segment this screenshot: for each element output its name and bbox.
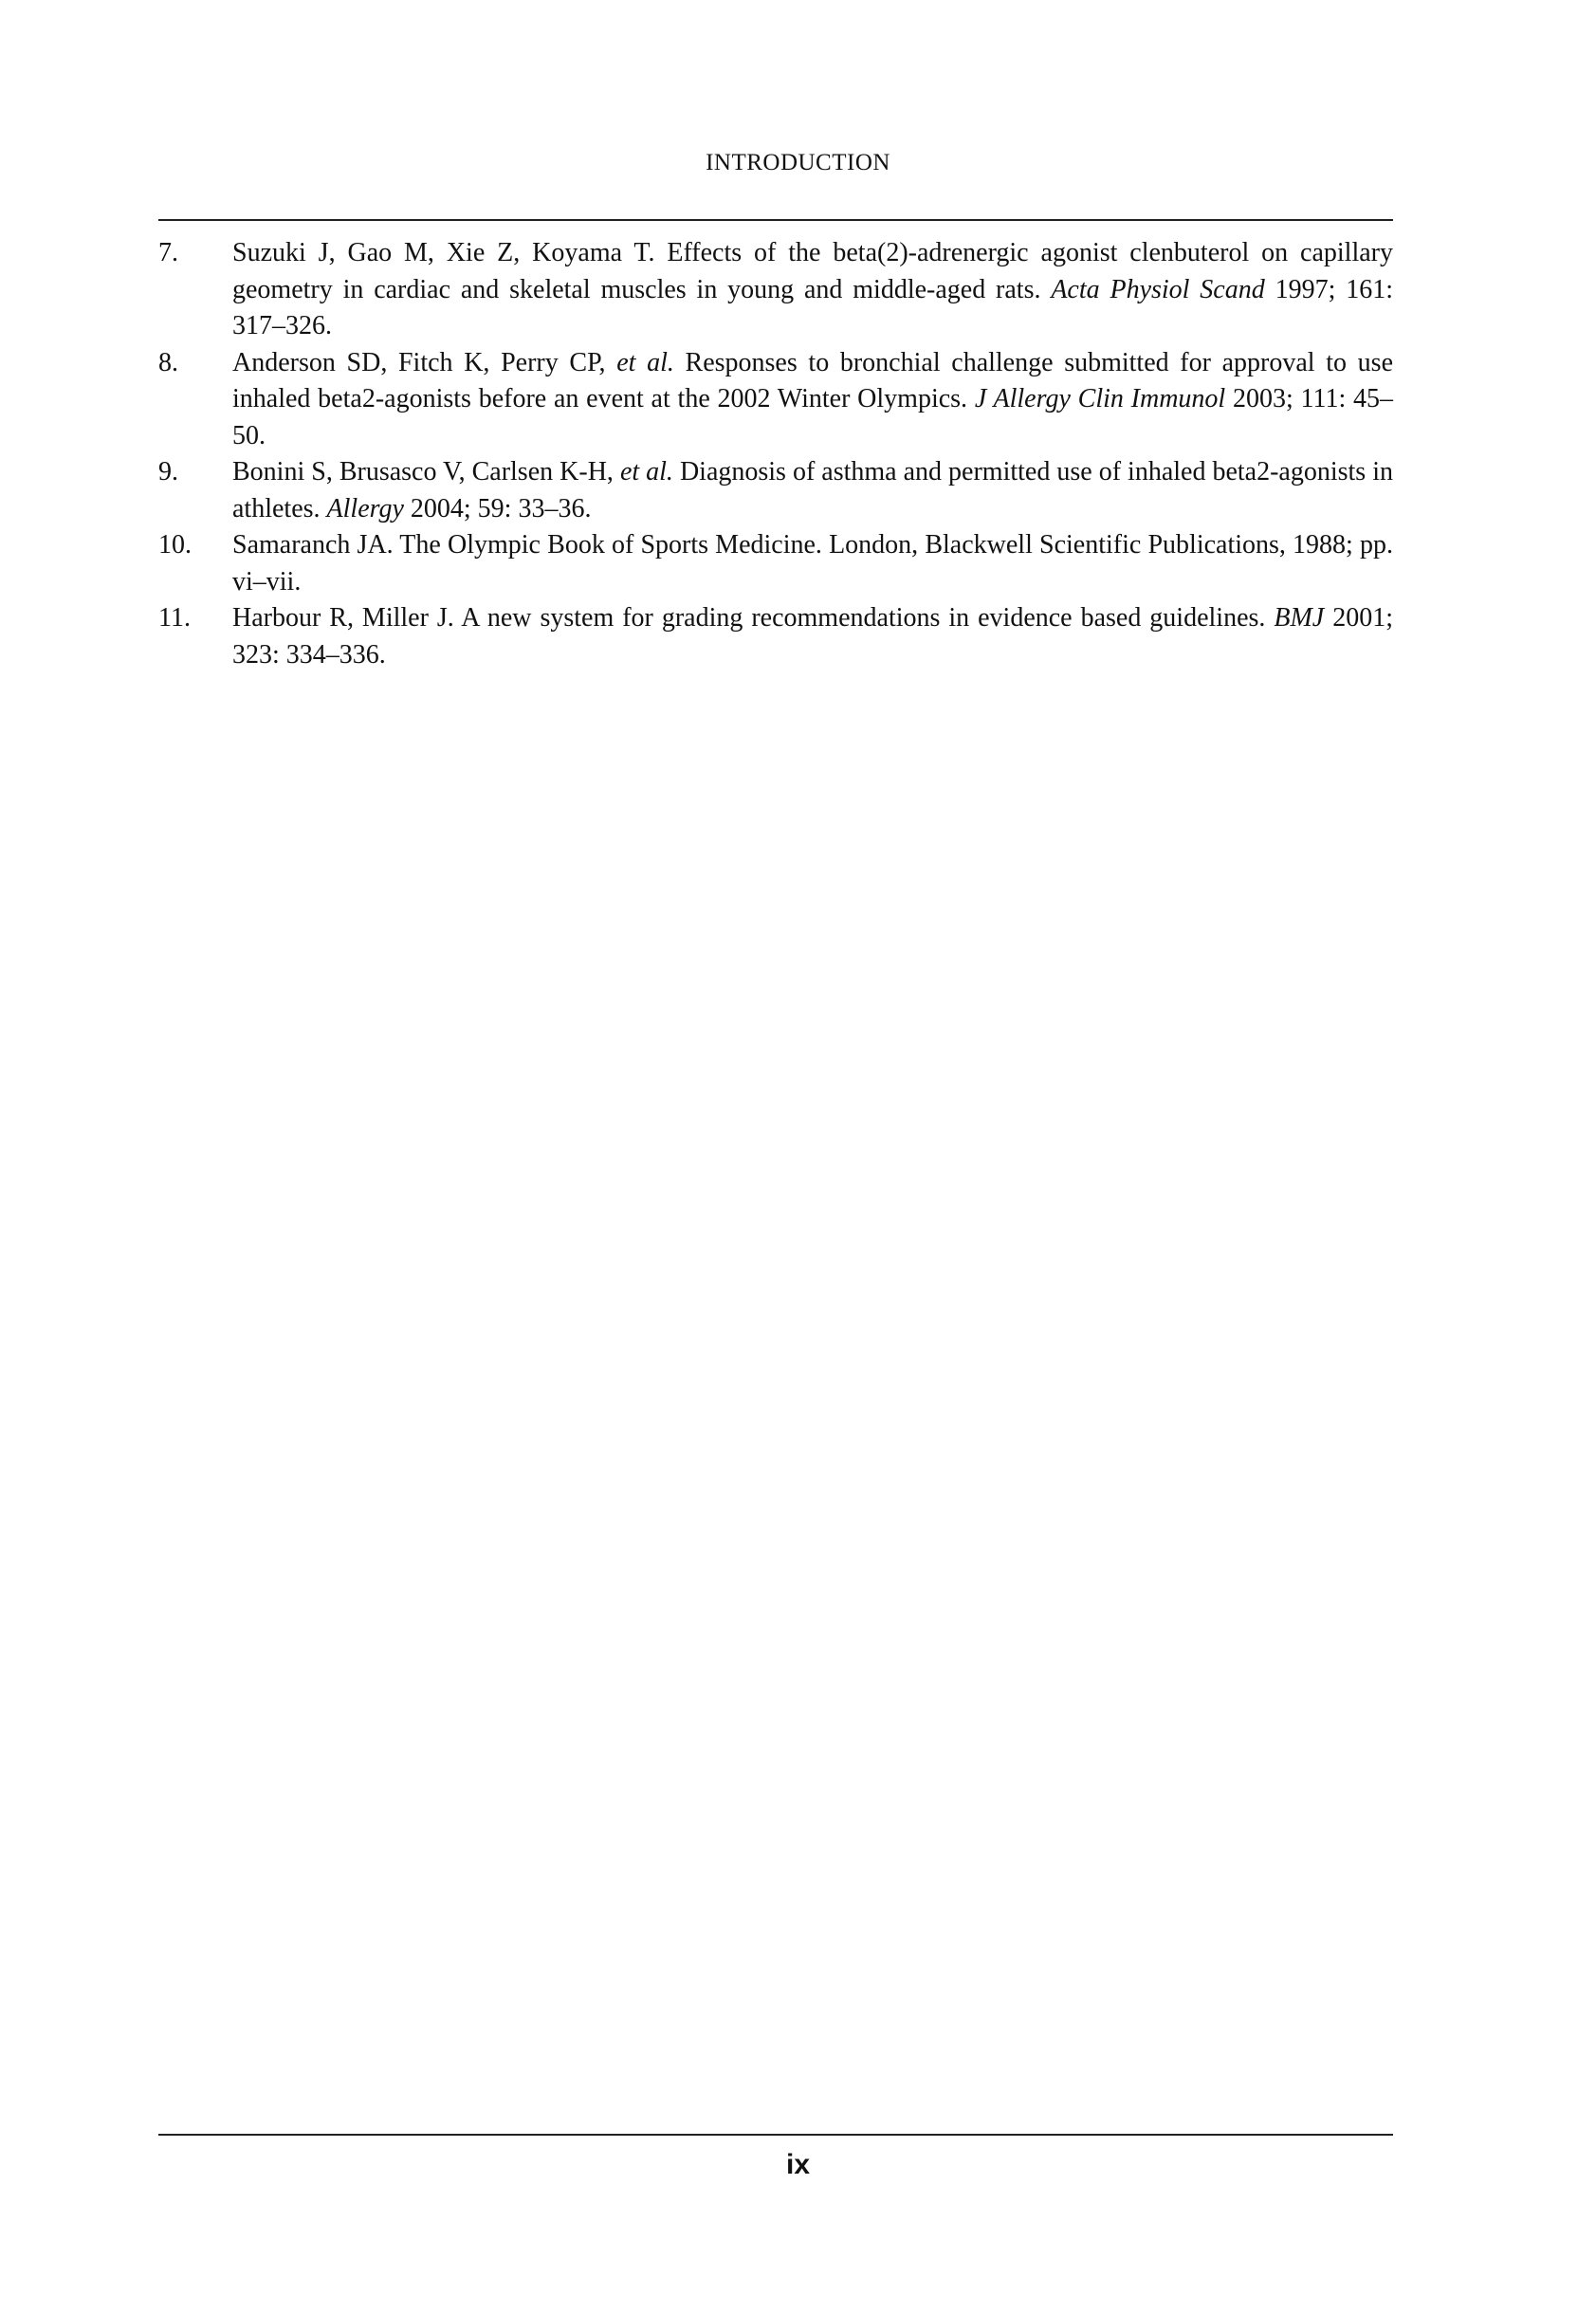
reference-number: 7. [158,238,178,267]
reference-text [232,527,1393,600]
reference-segment: 2003; 111: 45–50. [232,384,1393,450]
reference-segment: Bonini S, Brusasco V, Carlsen K-H, [232,457,620,486]
reference-text [232,235,1393,345]
reference-segment: Suzuki J, Gao M, Xie Z, Koyama T. Effects of the beta(2)-adrenergic agonist clenbuterol on capillary geometry in cardiac and skeletal muscles in young and middle-aged rats. [232,238,1393,304]
journal-title: BMJ [1274,603,1325,633]
et-al: et al. [616,347,674,377]
reference-number: 10. [158,530,192,560]
footer-rule [158,2134,1393,2136]
reference-text [232,600,1393,673]
reference-text [232,345,1393,455]
reference-item [158,527,1393,600]
journal-title: J Allergy Clin Immunol [974,384,1226,413]
reference-item [158,454,1393,527]
reference-segment: Diagnosis of asthma and permitted use of inhaled beta2-agonists in athletes. [232,457,1393,523]
journal-title: Acta Physiol Scand [1051,274,1265,304]
journal-title: Allergy [326,493,404,523]
page-number: ix [785,2149,811,2180]
reference-segment: Responses to bronchial challenge submitted for approval to use inhaled beta2-agonists before an event at the 2002 Winter Olympics. [232,347,1393,413]
running-head: INTRODUCTION [706,150,890,175]
header-rule [158,219,1393,221]
reference-number: 9. [158,457,178,486]
reference-item [158,345,1393,455]
reference-segment: 2004; 59: 33–36. [403,493,592,523]
reference-item [158,600,1393,673]
reference-list [158,235,1393,673]
reference-item [158,235,1393,345]
reference-segment: 1997; 161: 317–326. [232,274,1393,340]
reference-number: 11. [158,603,191,633]
reference-segment: Anderson SD, Fitch K, Perry CP, [232,347,617,377]
et-al: et al. [619,457,673,486]
reference-segment: 2001; 323: 334–336. [232,603,1393,670]
reference-segment: Samaranch JA. The Olympic Book of Sports Medicine. London, Blackwell Scientific Publications, 1988; pp. vi–vii. [232,530,1393,597]
reference-text [232,454,1393,527]
reference-segment: Harbour R, Miller J. A new system for grading recommendations in evidence based guidelines. [232,603,1275,633]
reference-number: 8. [158,347,178,377]
